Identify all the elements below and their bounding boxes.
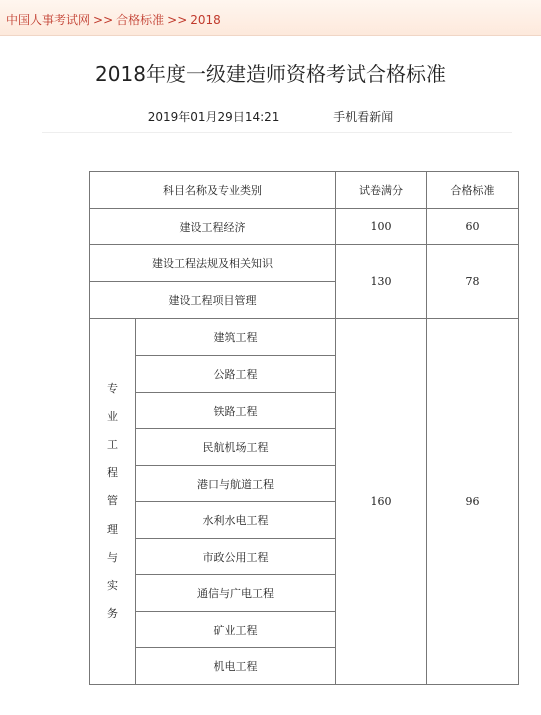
group-label-char: 实 — [107, 578, 118, 592]
breadcrumb-home-link[interactable]: 中国人事考试网 — [6, 13, 91, 27]
pass-score-cell: 96 — [427, 319, 519, 685]
header-pass-score: 合格标准 — [427, 172, 519, 209]
group-label-char: 管 — [107, 494, 118, 508]
full-score-cell: 160 — [336, 319, 427, 685]
full-score-cell: 100 — [336, 209, 427, 245]
breadcrumb-current-link[interactable]: 2018 — [190, 13, 221, 27]
subject-cell: 建设工程经济 — [90, 209, 336, 245]
practice-group-label — [90, 319, 136, 685]
specialty-cell: 水利水电工程 — [136, 502, 336, 539]
publish-date: 2019年01月29日14:21 — [147, 110, 280, 124]
specialty-cell: 市政公用工程 — [136, 539, 336, 575]
header-full-score: 试卷满分 — [336, 172, 427, 209]
specialty-cell: 铁路工程 — [136, 393, 336, 429]
group-label-char: 工 — [107, 438, 118, 452]
pass-score-cell: 60 — [427, 209, 519, 245]
breadcrumb-separator: >> — [93, 13, 114, 27]
specialty-cell: 民航机场工程 — [136, 429, 336, 466]
breadcrumb-section-link[interactable]: 合格标准 — [116, 13, 165, 27]
mobile-news-link[interactable]: 手机看新闻 — [333, 110, 394, 124]
specialty-cell: 建筑工程 — [136, 319, 336, 356]
group-label-char: 程 — [107, 466, 118, 480]
specialty-cell: 矿业工程 — [136, 612, 336, 648]
group-label-char: 理 — [107, 522, 118, 536]
group-label-char: 与 — [107, 550, 118, 564]
header-subject: 科目名称及专业类别 — [90, 172, 336, 209]
specialty-cell: 通信与广电工程 — [136, 575, 336, 612]
specialty-cell: 港口与航道工程 — [136, 466, 336, 502]
specialty-cell: 公路工程 — [136, 356, 336, 393]
group-label-char: 专 — [107, 382, 118, 396]
article-meta — [0, 108, 541, 125]
table-row — [90, 245, 519, 282]
standards-table — [89, 171, 519, 685]
table-row — [90, 209, 519, 245]
breadcrumb-separator: >> — [167, 13, 188, 27]
group-label-char: 务 — [107, 606, 118, 620]
subject-cell: 建设工程法规及相关知识 — [90, 245, 336, 282]
group-label-char: 业 — [107, 410, 118, 424]
table-row — [90, 319, 519, 356]
subject-cell: 建设工程项目管理 — [90, 282, 336, 319]
standards-table-wrapper — [89, 171, 518, 685]
table-header-row — [90, 172, 519, 209]
divider — [42, 132, 512, 133]
page-title: 2018年度一级建造师资格考试合格标准 — [95, 62, 446, 86]
full-score-cell: 130 — [336, 245, 427, 319]
pass-score-cell: 78 — [427, 245, 519, 319]
specialty-cell: 机电工程 — [136, 648, 336, 685]
breadcrumb — [0, 0, 541, 36]
